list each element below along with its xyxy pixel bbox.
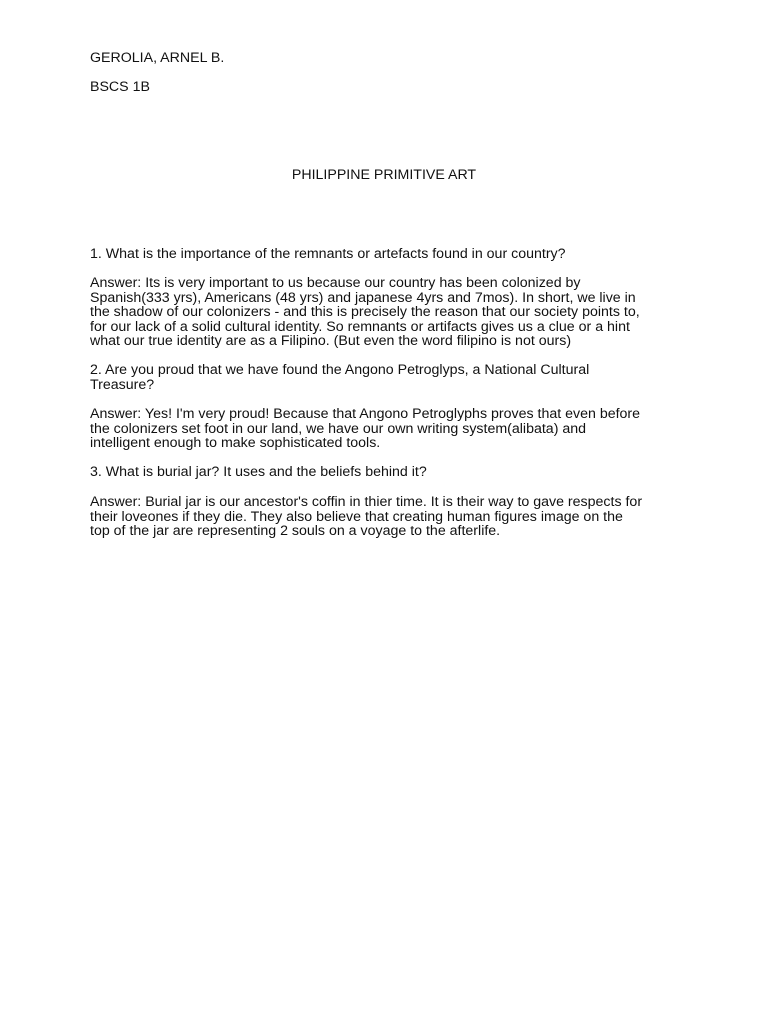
- answer-3-line: Answer: Burial jar is our ancestor's coffin in thier time. It is their way to gave respects for: [90, 494, 643, 510]
- student-name: GEROLIA, ARNEL B.: [90, 50, 225, 66]
- question-3: [90, 465, 710, 480]
- answer-2-line: Answer: Yes! I'm very proud! Because that Angono Petroglyphs proves that even before: [90, 406, 641, 422]
- answer-2-line: intelligent enough to make sophisticated tools.: [90, 435, 381, 452]
- question-1: [90, 247, 710, 262]
- answer-2-line: the colonizers set foot in our land, we have our own writing system(alibata) and: [90, 420, 587, 437]
- answer-3-line: top of the jar are representing 2 souls on a voyage to the afterlife.: [90, 523, 501, 540]
- question-2-line: Treasure?: [90, 376, 155, 393]
- student-section: BSCS 1B: [90, 79, 150, 95]
- question-2-line: 2. Are you proud that we have found the Angono Petroglyps, a National Cultural: [90, 362, 590, 378]
- question-1-line: 1. What is the importance of the remnants or artefacts found in our country?: [90, 246, 566, 262]
- answer-1-line: for our lack of a solid cultural identity. So remnants or artifacts gives us a clue or a hint: [90, 318, 630, 335]
- answer-3-line: their loveones if they die. They also believe that creating human figures image on the: [90, 508, 623, 525]
- answer-1: [90, 276, 710, 349]
- answer-1-line: Answer: Its is very important to us because our country has been colonized by: [90, 275, 581, 291]
- answer-1-line: Spanish(333 yrs), Americans (48 yrs) and japanese 4yrs and 7mos). In short, we live in: [90, 289, 636, 306]
- answer-1-line: the shadow of our colonizers - and this is precisely the reason that our society points to,: [90, 304, 640, 321]
- answer-3: [90, 495, 710, 539]
- document-title: PHILIPPINE PRIMITIVE ART: [291, 167, 477, 183]
- answer-2: [90, 407, 710, 451]
- question-2: [90, 363, 710, 392]
- answer-1-line: what our true identity are as a Filipino. (But even the word filipino is not ours): [90, 333, 572, 350]
- question-3-line: 3. What is burial jar? It uses and the beliefs behind it?: [90, 464, 427, 480]
